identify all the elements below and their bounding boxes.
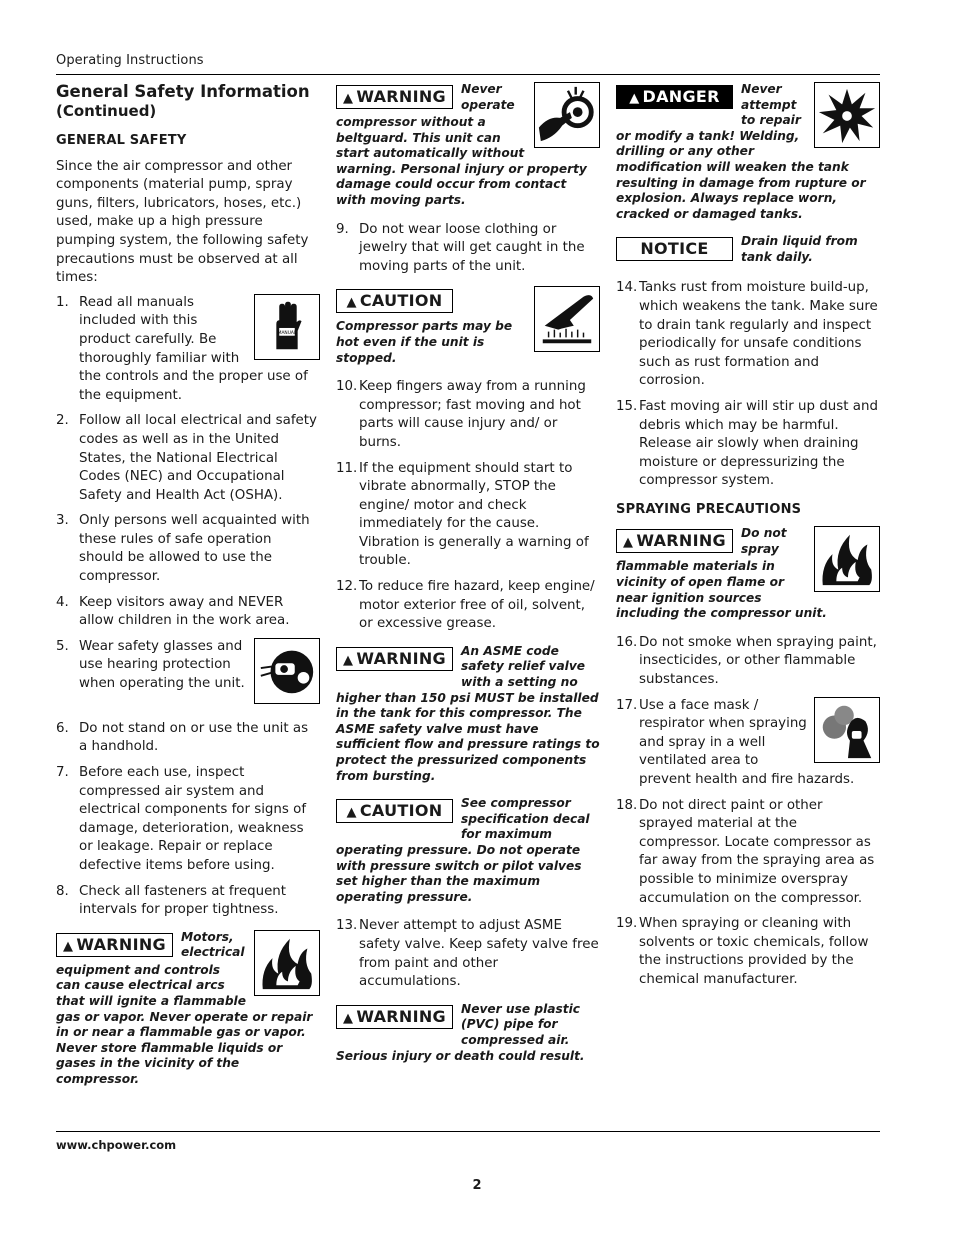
list-item: 9. Do not wear loose clothing or jewelry that will get caught in the moving parts of the unit. xyxy=(336,221,585,274)
list-item: 2. Follow all local electrical and safety codes as well as in the United States, the National Electrical Codes (NEC) and Occupational Safety and Health Act (OSHA). xyxy=(56,413,317,503)
list-item: 16. Do not smoke when spraying paint, insecticides, or other flammable substances. xyxy=(616,634,877,688)
warning-block: ▲ WARNING Never use plastic (PVC) pipe for compressed air. Serious injury or death could result. xyxy=(336,1001,585,1063)
warning-sign: ▲ WARNING xyxy=(56,933,173,957)
warning-block: ▲ WARNING Motors, electrical equipment and controls can cause electrical arcs that will ignite a flammable gas or vapor. Never operate or repair in or near a flammable gas or vapor. Never store flammable liquids or gases in the vicinity of the compressor. xyxy=(56,930,320,1088)
list-item: 3. Only persons well acquainted with these rules of safe operation should be allowed to use the compressor. xyxy=(56,513,310,585)
manual-glove-icon xyxy=(254,294,320,360)
column-1 xyxy=(56,82,320,1100)
footer-url: www.chpower.com xyxy=(56,1138,177,1152)
page-number: 2 xyxy=(472,1178,482,1193)
warning-sign: ▲ WARNING xyxy=(336,647,453,671)
caution-block: ▲ CAUTION See compressor specification decal for maximum operating pressure. Do not operate with pressure switch or pilot valves set higher than the maximum operating pressure. xyxy=(336,796,590,904)
list-item: 15. Fast moving air will stir up dust and debris which may be harmful. Release air slowly when draining moisture or depressurizing the compressor system. xyxy=(616,398,878,489)
spraying-precautions-heading: SPRAYING PRECAUTIONS xyxy=(616,501,802,517)
list-item: 18. Do not direct paint or other sprayed material at the compressor. Locate compressor as far away from the spraying area as possible to minimize overspray accumulation on the compressor. xyxy=(616,797,875,906)
warning-block: ▲ WARNING Never operate compressor without a beltguard. This unit can start automatically without warning. Personal injury or property damage could occur from contact with moving parts. xyxy=(336,82,600,209)
respirator-icon xyxy=(814,697,880,763)
list-item: 12. To reduce fire hazard, keep engine/ motor exterior free of oil, solvent, or excessive grease. xyxy=(336,579,595,632)
warning-triangle-icon: ▲ xyxy=(623,535,634,551)
list-item: 19. When spraying or cleaning with solvents or toxic chemicals, follow the instructions provided by the chemical manufacturer. xyxy=(616,916,869,987)
warning-block: ▲ WARNING An ASME code safety relief valve with a setting no higher than 150 psi MUST be installed in the tank for this compressor. The ASME safety valve must have sufficient flow and pressure ratings to protect the pressurized components from bursting. xyxy=(336,643,600,783)
warning-triangle-icon: ▲ xyxy=(343,652,354,668)
list-item: 17. Use a face mask / respirator when spraying and spray in a well ventilated area to prevent health and fire hazards. xyxy=(616,697,880,790)
notice-block: NOTICE Drain liquid from tank daily. xyxy=(616,234,880,267)
warning-triangle-icon: ▲ xyxy=(63,938,74,954)
caution-block: ▲ CAUTION Compressor parts may be hot even if the unit is stopped. xyxy=(336,286,600,366)
flame-icon xyxy=(254,930,320,996)
list-item: 7. Before each use, inspect compressed air system and electrical components for signs of damage, deterioration, weakness or leakage. Repair or replace defective items before using. xyxy=(56,765,307,873)
general-safety-heading: GENERAL SAFETY xyxy=(56,133,187,148)
list-item: 10. Keep fingers away from a running compressor; fast moving and hot parts will cause injury and/ or burns. xyxy=(336,379,586,450)
column-2 xyxy=(336,82,600,1076)
caution-sign: ▲ CAUTION xyxy=(336,289,453,313)
warning-triangle-icon: ▲ xyxy=(343,91,354,106)
warning-block: ▲ WARNING Do not spray flammable materials in vicinity of open flame or near ignition sources including the compressor unit. xyxy=(616,526,880,621)
footer-rule xyxy=(56,1131,880,1132)
list-item: 8. Check all fasteners at frequent intervals for proper tightness. xyxy=(56,883,287,918)
warning-triangle-icon: ▲ xyxy=(343,1010,354,1026)
explosion-icon xyxy=(814,82,880,148)
list-item: 4. Keep visitors away and NEVER allow children in the work area. xyxy=(56,594,290,629)
column-3 xyxy=(616,82,880,997)
flame-icon xyxy=(814,526,880,592)
eye-ear-protection-icon xyxy=(254,638,320,704)
header-rule xyxy=(56,74,880,75)
warning-sign: ▲ WARNING xyxy=(616,529,733,553)
list-item: 6. Do not stand on or use the unit as a handhold. xyxy=(56,720,309,755)
caution-sign: ▲ CAUTION xyxy=(336,799,453,823)
danger-block: ▲ DANGER Never attempt to repair or modify a tank! Welding, drilling or any other modification will weaken the tank resulting in damage from rupture or explosion. Always replace worn, cracked or damaged tanks. xyxy=(616,82,880,222)
warning-sign: ▲ WARNING xyxy=(336,1005,453,1029)
section-title: General Safety Information xyxy=(56,82,310,101)
list-item: 11. If the equipment should start to vibrate abnormally, STOP the engine/ motor and check immediately for the cause. Vibration is generally a warning of trouble. xyxy=(336,460,589,569)
list-item: 13. Never attempt to adjust ASME safety valve. Keep safety valve free from paint and other accumulations. xyxy=(336,918,599,990)
danger-sign: ▲ DANGER xyxy=(616,85,733,109)
warning-triangle-icon: ▲ xyxy=(346,295,357,311)
warning-triangle-icon: ▲ xyxy=(346,805,357,821)
intro-paragraph: Since the air compressor and other components (material pump, spray guns, filters, lubricators, hoses, etc.) used, make up a high pressure pumping system, the following safety precautions must be observed at all times: xyxy=(56,158,309,286)
hot-surface-icon xyxy=(534,286,600,352)
warning-sign: ▲ WARNING xyxy=(336,85,453,109)
warning-triangle-icon: ▲ xyxy=(629,91,640,106)
notice-sign: NOTICE xyxy=(616,237,733,261)
header-label: Operating Instructions xyxy=(56,53,204,68)
list-item: 14. Tanks rust from moisture build-up, which weakens the tank. Make sure to drain tank regularly and inspect periodically for unsafe conditions such as rust formation and corrosion. xyxy=(616,280,878,389)
belt-hand-icon xyxy=(534,82,600,148)
svg-text:MANUAL: MANUAL xyxy=(277,330,297,336)
list-item: 1. MANUAL Read all manuals included with this product carefully. Be thoroughly familiar with the controls and the proper use of the equipment. xyxy=(56,294,320,406)
list-item: 5. Wear safety glasses and use hearing protection when operating the unit. xyxy=(56,638,320,708)
section-subtitle: (Continued) xyxy=(56,102,157,120)
